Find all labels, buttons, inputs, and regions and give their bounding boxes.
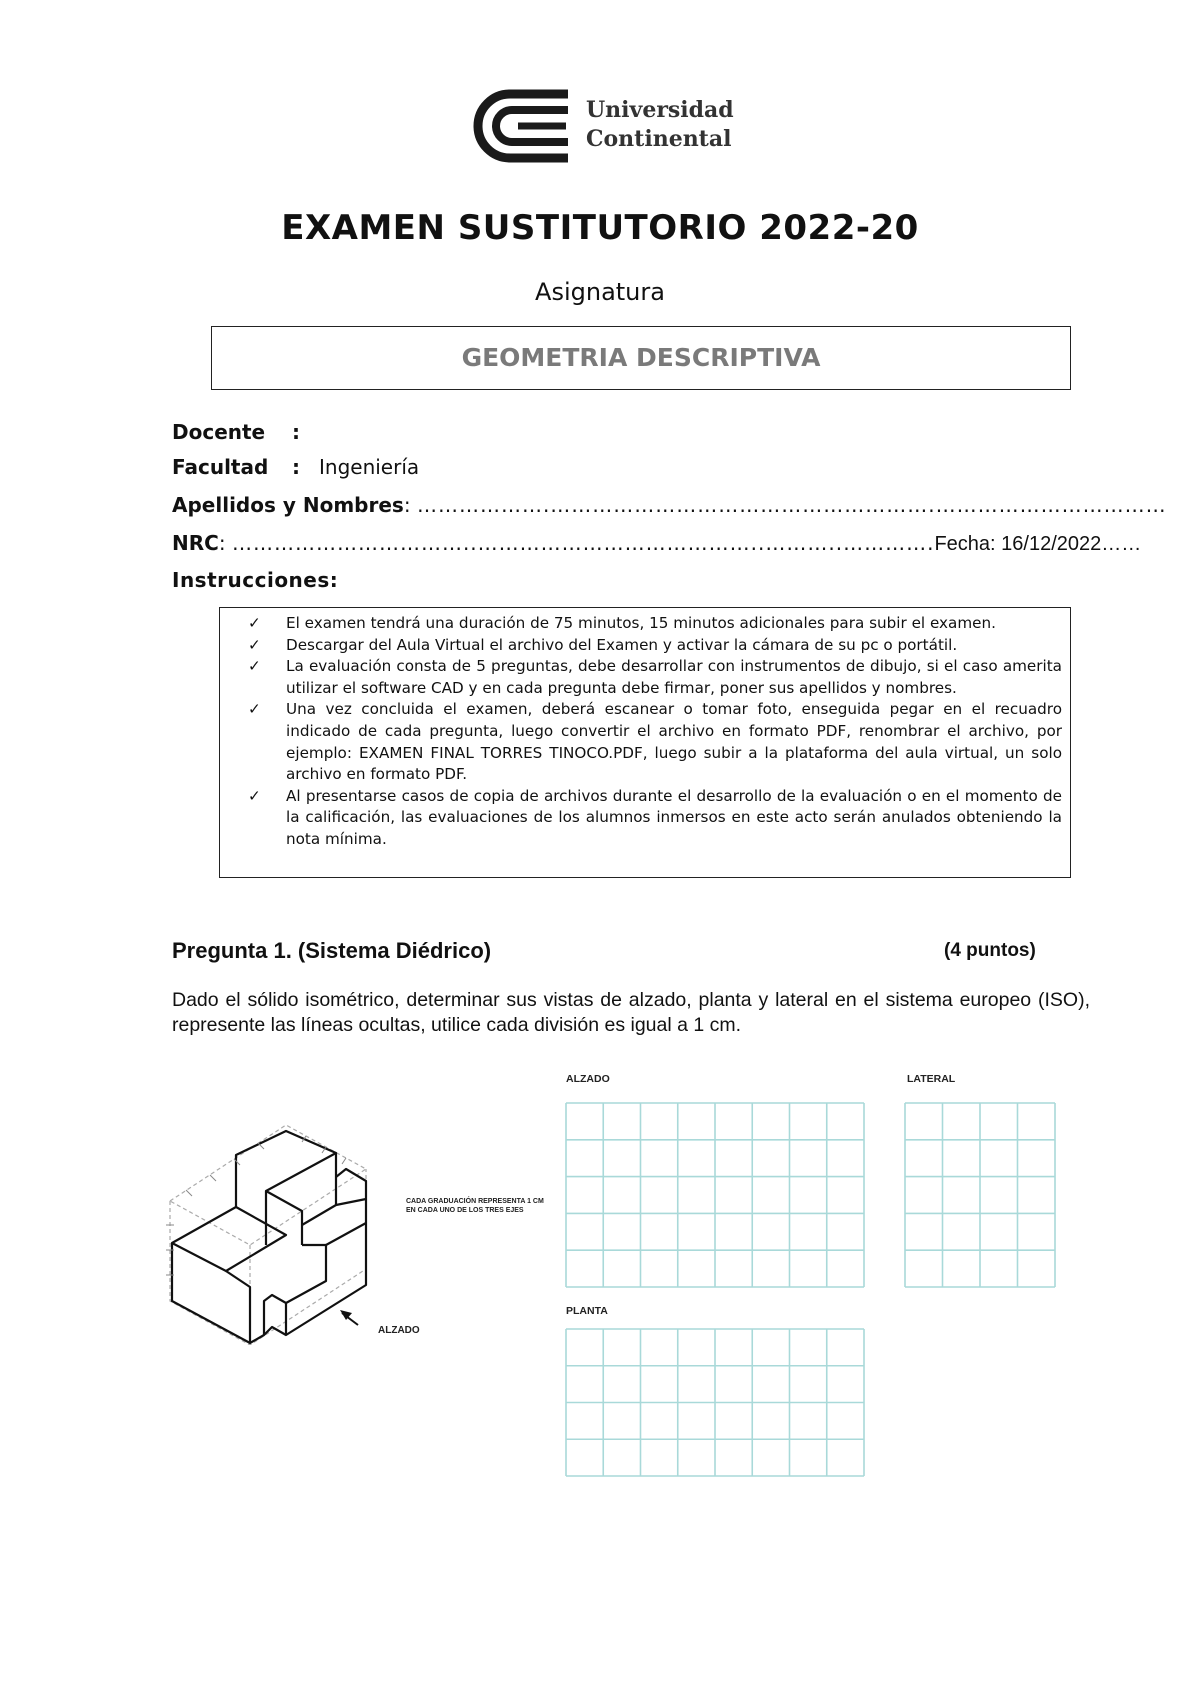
question-1-title: Pregunta 1. (Sistema Diédrico) bbox=[172, 938, 492, 963]
field-docente bbox=[172, 420, 319, 444]
checkmark-icon: ✓ bbox=[248, 657, 261, 676]
instruction-item bbox=[220, 699, 1062, 785]
instruction-item bbox=[220, 656, 1062, 699]
checkmark-icon: ✓ bbox=[248, 614, 261, 632]
field-facultad bbox=[172, 455, 419, 479]
instructions-box bbox=[219, 607, 1071, 878]
figure-annotation bbox=[340, 1196, 544, 1336]
apellidos-label: Apellidos y Nombres bbox=[172, 493, 404, 517]
lateral-grid bbox=[904, 1102, 1056, 1288]
docente-colon: : bbox=[292, 420, 300, 444]
planta-grid-label: PLANTA bbox=[566, 1305, 608, 1317]
logo-text-line2: Continental bbox=[586, 126, 732, 152]
field-nrc bbox=[172, 531, 1141, 556]
logo-wordmark bbox=[586, 96, 734, 154]
instruction-text: El examen tendrá una duración de 75 minutos, 15 minutos adicionales para subir el examen. bbox=[286, 614, 996, 632]
question-1-points: (4 puntos) bbox=[944, 940, 1036, 961]
checkmark-icon: ✓ bbox=[248, 635, 261, 654]
instructions-list bbox=[220, 613, 1062, 851]
planta-grid bbox=[565, 1328, 865, 1477]
alzado-grid bbox=[565, 1102, 865, 1288]
isometric-solid-figure bbox=[166, 1095, 556, 1345]
exam-title: EXAMEN SUSTITUTORIO 2022-20 bbox=[281, 208, 919, 248]
facultad-colon: : bbox=[292, 455, 300, 479]
graduation-note-line2: EN CADA UNO DE LOS TRES EJES bbox=[406, 1207, 524, 1214]
nrc-dots: ……………………………..…………………………………..………..…………. bbox=[231, 531, 935, 555]
fecha-text: Fecha: 16/12/2022…… bbox=[934, 533, 1142, 555]
alzado-grid-label: ALZADO bbox=[566, 1073, 610, 1085]
apellidos-colon: : bbox=[403, 493, 411, 517]
nrc-label: NRC bbox=[172, 531, 219, 555]
question-1-text: Dado el sólido isométrico, determinar sus vistas de alzado, planta y lateral en el sistema europeo (ISO), represente las líneas ocultas, utilice cada división es igual a 1 cm. bbox=[172, 989, 1090, 1036]
subject-box bbox=[211, 326, 1071, 390]
checkmark-icon: ✓ bbox=[248, 700, 261, 719]
subject-name: GEOMETRIA DESCRIPTIVA bbox=[461, 343, 821, 372]
nrc-colon: : bbox=[218, 531, 226, 555]
lateral-grid-label: LATERAL bbox=[907, 1073, 956, 1085]
apellidos-dots: ……………….……………………………………………….…………………………… bbox=[416, 493, 1167, 517]
logo-text-line1: Universidad bbox=[586, 97, 734, 123]
instruction-item bbox=[220, 635, 1062, 657]
instruction-item bbox=[220, 613, 1062, 635]
facultad-label: Facultad bbox=[172, 455, 269, 479]
logo-mark-icon bbox=[468, 82, 578, 172]
instruction-text: Una vez concluida el examen, deberá escanear o tomar foto, enseguida pegar en el recuadro indicado de cada pregunta, luego convertir el archivo en formato PDF, renombrar el archivo, por ejemplo: EXAMEN FINAL TORRES TINOCO.PDF, luego subir a la plataforma del aula virtual, un solo archivo en formato PDF. bbox=[286, 700, 1062, 784]
solid-outline bbox=[172, 1131, 366, 1343]
checkmark-icon: ✓ bbox=[248, 786, 261, 805]
graduation-note-line1: CADA GRADUACIÓN REPRESENTA 1 CM bbox=[406, 1198, 544, 1205]
instruction-text: Al presentarse casos de copia de archivos durante el desarrollo de la evaluación o en el momento de la calificación, las evaluaciones de los alumnos inmersos en este acto serán anulados obteniendo la nota mínima. bbox=[286, 786, 1062, 848]
subject-label: Asignatura bbox=[535, 278, 665, 306]
facultad-value: Ingeniería bbox=[319, 455, 420, 479]
instruction-text: Descargar del Aula Virtual el archivo del Examen y activar la cámara de su pc o portátil. bbox=[286, 635, 958, 654]
instrucciones-heading: Instrucciones: bbox=[172, 568, 339, 592]
field-apellidos bbox=[172, 493, 1167, 517]
university-logo bbox=[468, 82, 748, 172]
alzado-arrow-label: ALZADO bbox=[378, 1325, 420, 1336]
docente-label: Docente bbox=[172, 420, 266, 444]
instruction-text: La evaluación consta de 5 preguntas, debe desarrollar con instrumentos de dibujo, si el caso amerita utilizar el software CAD y en cada pregunta debe firmar, poner sus apellidos y nombres. bbox=[286, 657, 1062, 697]
instruction-item bbox=[220, 786, 1062, 851]
